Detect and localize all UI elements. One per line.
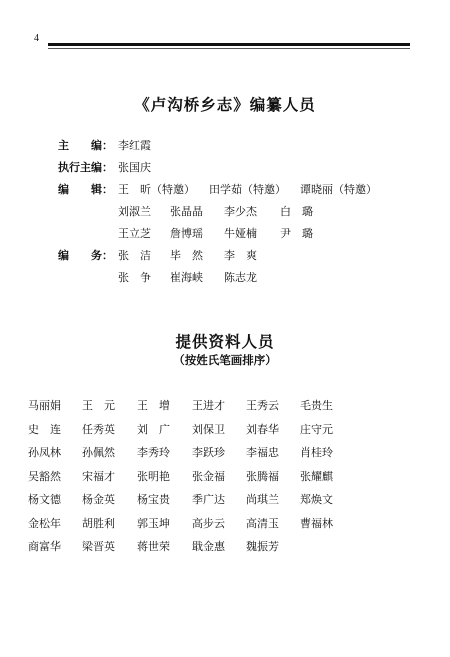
contributor-name: 蒋世荣 (137, 540, 170, 553)
contributor-name: 郑焕文 (300, 493, 333, 506)
affairs-name: 张 争 (118, 271, 151, 284)
section2-title: 提供资料人员 (175, 333, 275, 351)
editor-name: 詹博瑶 (170, 227, 203, 240)
editor-name: 张晶晶 (170, 205, 203, 218)
editor-name: 牛娅楠 (224, 227, 257, 240)
editor-name: 白 璐 (280, 205, 313, 218)
contributor-name: 金松年 (28, 516, 61, 530)
contributor-name: 尚琪兰 (246, 493, 279, 506)
contributor-name: 王秀云 (246, 399, 279, 412)
contributor-name: 任秀英 (82, 422, 115, 436)
role-name: 张国庆 (118, 161, 151, 174)
editor-name: 王 昕（特邀） (118, 183, 195, 196)
contributor-row (28, 468, 408, 488)
contributor-row (28, 538, 408, 558)
editor-name: 田学茹（特邀） (209, 183, 286, 196)
contributor-name: 季广达 (192, 493, 225, 506)
contributor-row (28, 421, 408, 441)
contributor-name: 吴豁然 (28, 469, 61, 483)
contributor-name: 王 元 (82, 399, 115, 412)
contributor-name: 商富华 (28, 540, 61, 553)
role-label: 主 编： (58, 139, 113, 152)
section2-subtitle: （按姓氏笔画排序） (173, 353, 277, 367)
contributor-name: 孙佩然 (82, 446, 115, 459)
contributor-name: 郭玉坤 (137, 516, 170, 530)
contributor-name: 肖桂玲 (300, 446, 333, 459)
contributor-row (28, 515, 408, 535)
contributor-row (28, 444, 408, 464)
role-editors (58, 181, 118, 197)
editor-name: 尹 璐 (280, 227, 313, 240)
contributor-name: 高步云 (192, 516, 225, 530)
contributor-name: 梁晋英 (82, 540, 115, 553)
contributor-name: 戢金惠 (192, 540, 225, 553)
contributor-name: 张明艳 (137, 469, 170, 483)
contributor-name: 张腾福 (246, 469, 279, 483)
contributor-name: 曹福林 (300, 516, 333, 530)
contributor-name: 庄守元 (300, 422, 333, 436)
role-chief-editor (58, 137, 151, 153)
contributor-name: 宋福才 (82, 469, 115, 483)
editor-name: 谭晓丽（特邀） (300, 183, 377, 196)
contributor-name: 高清玉 (246, 516, 279, 530)
contributor-name: 张金福 (192, 469, 225, 483)
affairs-name: 陈志龙 (224, 271, 257, 284)
contributor-name: 王进才 (192, 399, 225, 412)
role-name: 李红霞 (118, 139, 151, 152)
contributor-name: 李跃珍 (192, 446, 225, 459)
header-rule-thin (48, 48, 410, 49)
editor-name: 王立芝 (118, 227, 151, 240)
page-number: 4 (34, 33, 39, 44)
contributor-name: 杨文德 (28, 493, 61, 506)
header-rule (48, 43, 410, 46)
editor-name: 李少杰 (224, 205, 257, 218)
contributor-name: 王 增 (137, 399, 170, 412)
role-editorial-affairs (58, 247, 118, 263)
role-label: 编 辑： (58, 183, 113, 196)
role-executive-editor (58, 159, 151, 175)
editor-name: 刘淑兰 (118, 205, 151, 218)
section1-title: 《卢沟桥乡志》编纂人员 (134, 96, 316, 114)
affairs-name: 李 爽 (224, 249, 257, 262)
contributor-row (28, 397, 408, 417)
contributor-row (28, 491, 408, 511)
role-label: 编 务： (58, 249, 113, 262)
contributor-name: 刘 广 (137, 422, 170, 436)
affairs-name: 毕 然 (170, 249, 203, 262)
contributor-name: 毛贵生 (300, 399, 333, 412)
contributor-name: 李福忠 (246, 446, 279, 459)
contributor-name: 胡胜利 (82, 516, 115, 530)
role-label: 执行主编： (58, 161, 113, 174)
contributor-name: 李秀玲 (137, 446, 170, 459)
contributor-name: 史 连 (28, 422, 61, 436)
contributor-name: 魏振芳 (246, 540, 279, 553)
contributor-name: 马丽娟 (28, 399, 61, 412)
contributor-name: 张耀麒 (300, 469, 333, 483)
contributor-name: 刘保卫 (192, 422, 225, 436)
affairs-name: 张 洁 (118, 249, 151, 262)
contributor-name: 刘春华 (246, 422, 279, 436)
contributor-name: 杨宝贵 (137, 493, 170, 506)
contributor-name: 杨金英 (82, 493, 115, 506)
affairs-name: 崔海峡 (170, 271, 203, 284)
contributor-name: 孙凤林 (28, 446, 61, 459)
